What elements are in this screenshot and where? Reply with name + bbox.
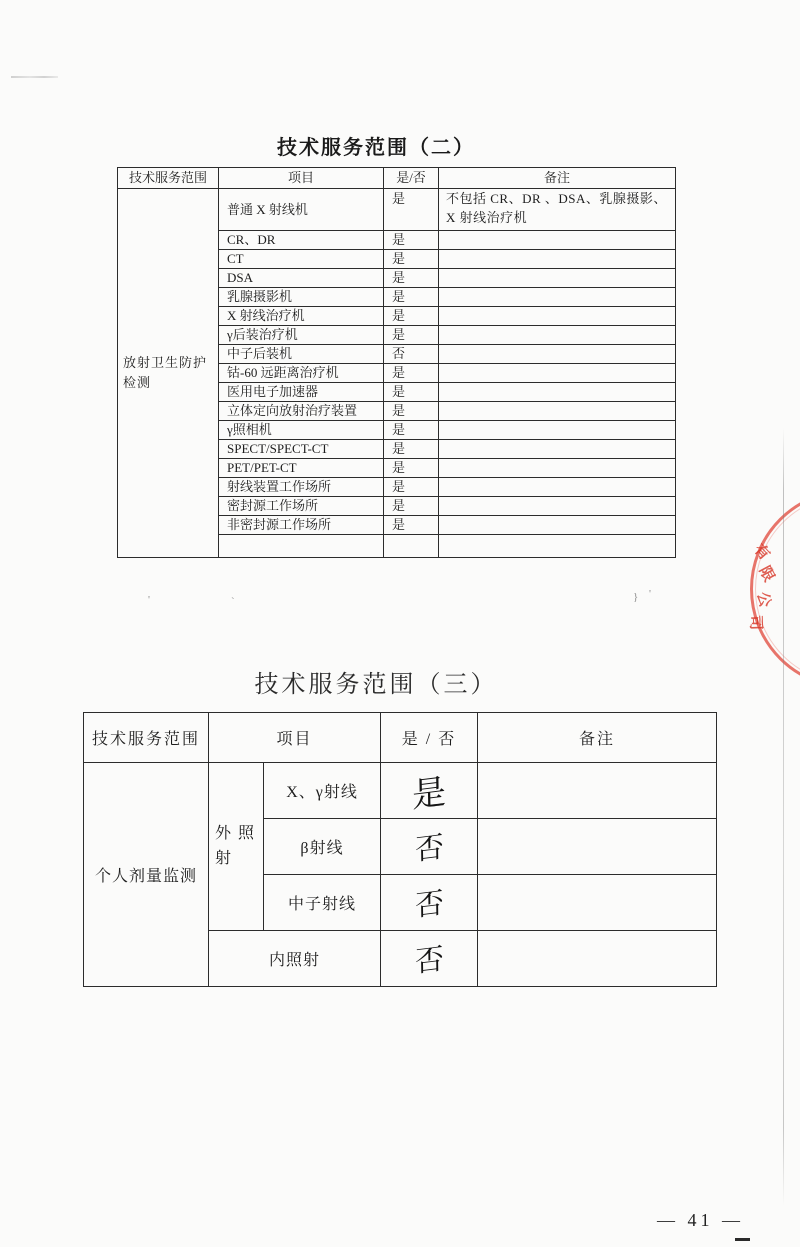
red-stamp-arc (750, 489, 800, 689)
header-remark: 备注 (439, 168, 676, 189)
section2-title: 技术服务范围（二） (277, 137, 475, 159)
handwritten-no: 否 (414, 941, 444, 979)
red-stamp-character: 有 (750, 540, 774, 564)
item-cell: X 射线治疗机 (219, 307, 384, 326)
yesno-cell (381, 763, 478, 819)
yesno-cell: 是 (384, 250, 439, 269)
item-cell: 立体定向放射治疗装置 (219, 402, 384, 421)
yesno-cell: 是 (384, 189, 439, 231)
item-cell: SPECT/SPECT-CT (219, 440, 384, 459)
remark-cell (439, 269, 676, 288)
item-cell: 医用电子加速器 (219, 383, 384, 402)
remark-cell (478, 819, 717, 875)
item-cell: γ照相机 (219, 421, 384, 440)
category-cell: 放射卫生防护检测 (118, 189, 219, 558)
remark-cell (439, 364, 676, 383)
header-item: 项目 (219, 168, 384, 189)
yesno-cell: 是 (384, 478, 439, 497)
remark-cell (478, 875, 717, 931)
remark-cell (439, 383, 676, 402)
handwritten-yes: 是 (411, 771, 447, 817)
remark-cell (439, 459, 676, 478)
remark-cell (478, 931, 717, 987)
yesno-cell: 是 (384, 459, 439, 478)
item-cell: 钴-60 远距离治疗机 (219, 364, 384, 383)
scan-speckle: ` (231, 596, 235, 608)
item-cell: X、γ射线 (264, 763, 381, 819)
yesno-cell: 否 (384, 345, 439, 364)
yesno-cell (381, 875, 478, 931)
item-cell: 射线装置工作场所 (219, 478, 384, 497)
remark-cell (439, 421, 676, 440)
remark-cell (439, 440, 676, 459)
page-number: — 41 — (657, 1210, 744, 1230)
item-cell: CR、DR (219, 231, 384, 250)
handwritten-no: 否 (414, 885, 444, 923)
remark-cell (439, 231, 676, 250)
header-item: 项目 (209, 713, 381, 763)
item-cell: 密封源工作场所 (219, 497, 384, 516)
item-cell: DSA (219, 269, 384, 288)
remark-cell (439, 288, 676, 307)
yesno-cell: 是 (384, 497, 439, 516)
yesno-cell (381, 819, 478, 875)
table-row (84, 763, 717, 819)
remark-cell (439, 402, 676, 421)
yesno-cell (381, 931, 478, 987)
header-scope: 技术服务范围 (118, 168, 219, 189)
remark-cell (439, 497, 676, 516)
red-stamp-character: 限 (755, 563, 778, 585)
yesno-cell: 是 (384, 421, 439, 440)
yesno-cell (384, 535, 439, 558)
scan-speckle: ' (148, 594, 150, 606)
item-cell (219, 535, 384, 558)
table-header-row (118, 168, 676, 189)
item-cell: γ后装治疗机 (219, 326, 384, 345)
yesno-cell: 是 (384, 440, 439, 459)
item-cell: 中子后装机 (219, 345, 384, 364)
yesno-cell: 是 (384, 288, 439, 307)
item-cell: 普通 X 射线机 (219, 189, 384, 231)
yesno-cell: 是 (384, 269, 439, 288)
header-remark: 备注 (478, 713, 717, 763)
yesno-cell: 是 (384, 364, 439, 383)
technical-service-scope-3-table (83, 712, 717, 987)
remark-cell (439, 516, 676, 535)
scan-smudge-artifact (11, 76, 58, 78)
yesno-cell: 是 (384, 516, 439, 535)
category-cell: 个人剂量监测 (84, 763, 209, 987)
red-stamp-character: 公 (753, 590, 774, 610)
table-header-row (84, 713, 717, 763)
remark-cell (439, 326, 676, 345)
yesno-cell: 是 (384, 307, 439, 326)
table-row (118, 189, 676, 231)
red-stamp-character: 司 (746, 614, 765, 631)
item-cell: 乳腺摄影机 (219, 288, 384, 307)
remark-cell: 不包括 CR、DR 、DSA、乳腺摄影、X 射线治疗机 (439, 189, 676, 231)
item-cell: CT (219, 250, 384, 269)
header-yesno: 是 / 否 (381, 713, 478, 763)
external-irradiation-cell (209, 763, 264, 931)
external-irradiation-label: 外照射 (215, 824, 262, 867)
scan-corner-artifact (735, 1238, 750, 1241)
yesno-cell: 是 (384, 402, 439, 421)
scan-speckle: ' (649, 588, 651, 600)
item-cell: 非密封源工作场所 (219, 516, 384, 535)
section3-title: 技术服务范围（三） (254, 671, 498, 698)
remark-cell (439, 250, 676, 269)
yesno-cell: 是 (384, 383, 439, 402)
header-yesno: 是/否 (384, 168, 439, 189)
remark-cell (439, 535, 676, 558)
item-cell: β射线 (264, 819, 381, 875)
yesno-cell: 是 (384, 231, 439, 250)
internal-irradiation-cell: 内照射 (209, 931, 381, 987)
item-cell: 中子射线 (264, 875, 381, 931)
technical-service-scope-2-table (117, 167, 676, 558)
item-cell: PET/PET-CT (219, 459, 384, 478)
remark-cell (439, 345, 676, 364)
remark-cell (439, 478, 676, 497)
remark-cell (439, 307, 676, 326)
header-scope: 技术服务范围 (84, 713, 209, 763)
scan-speckle: } (633, 591, 639, 603)
scan-edge-line (783, 428, 784, 1206)
handwritten-no: 否 (414, 829, 444, 867)
yesno-cell: 是 (384, 326, 439, 345)
remark-cell (478, 763, 717, 819)
